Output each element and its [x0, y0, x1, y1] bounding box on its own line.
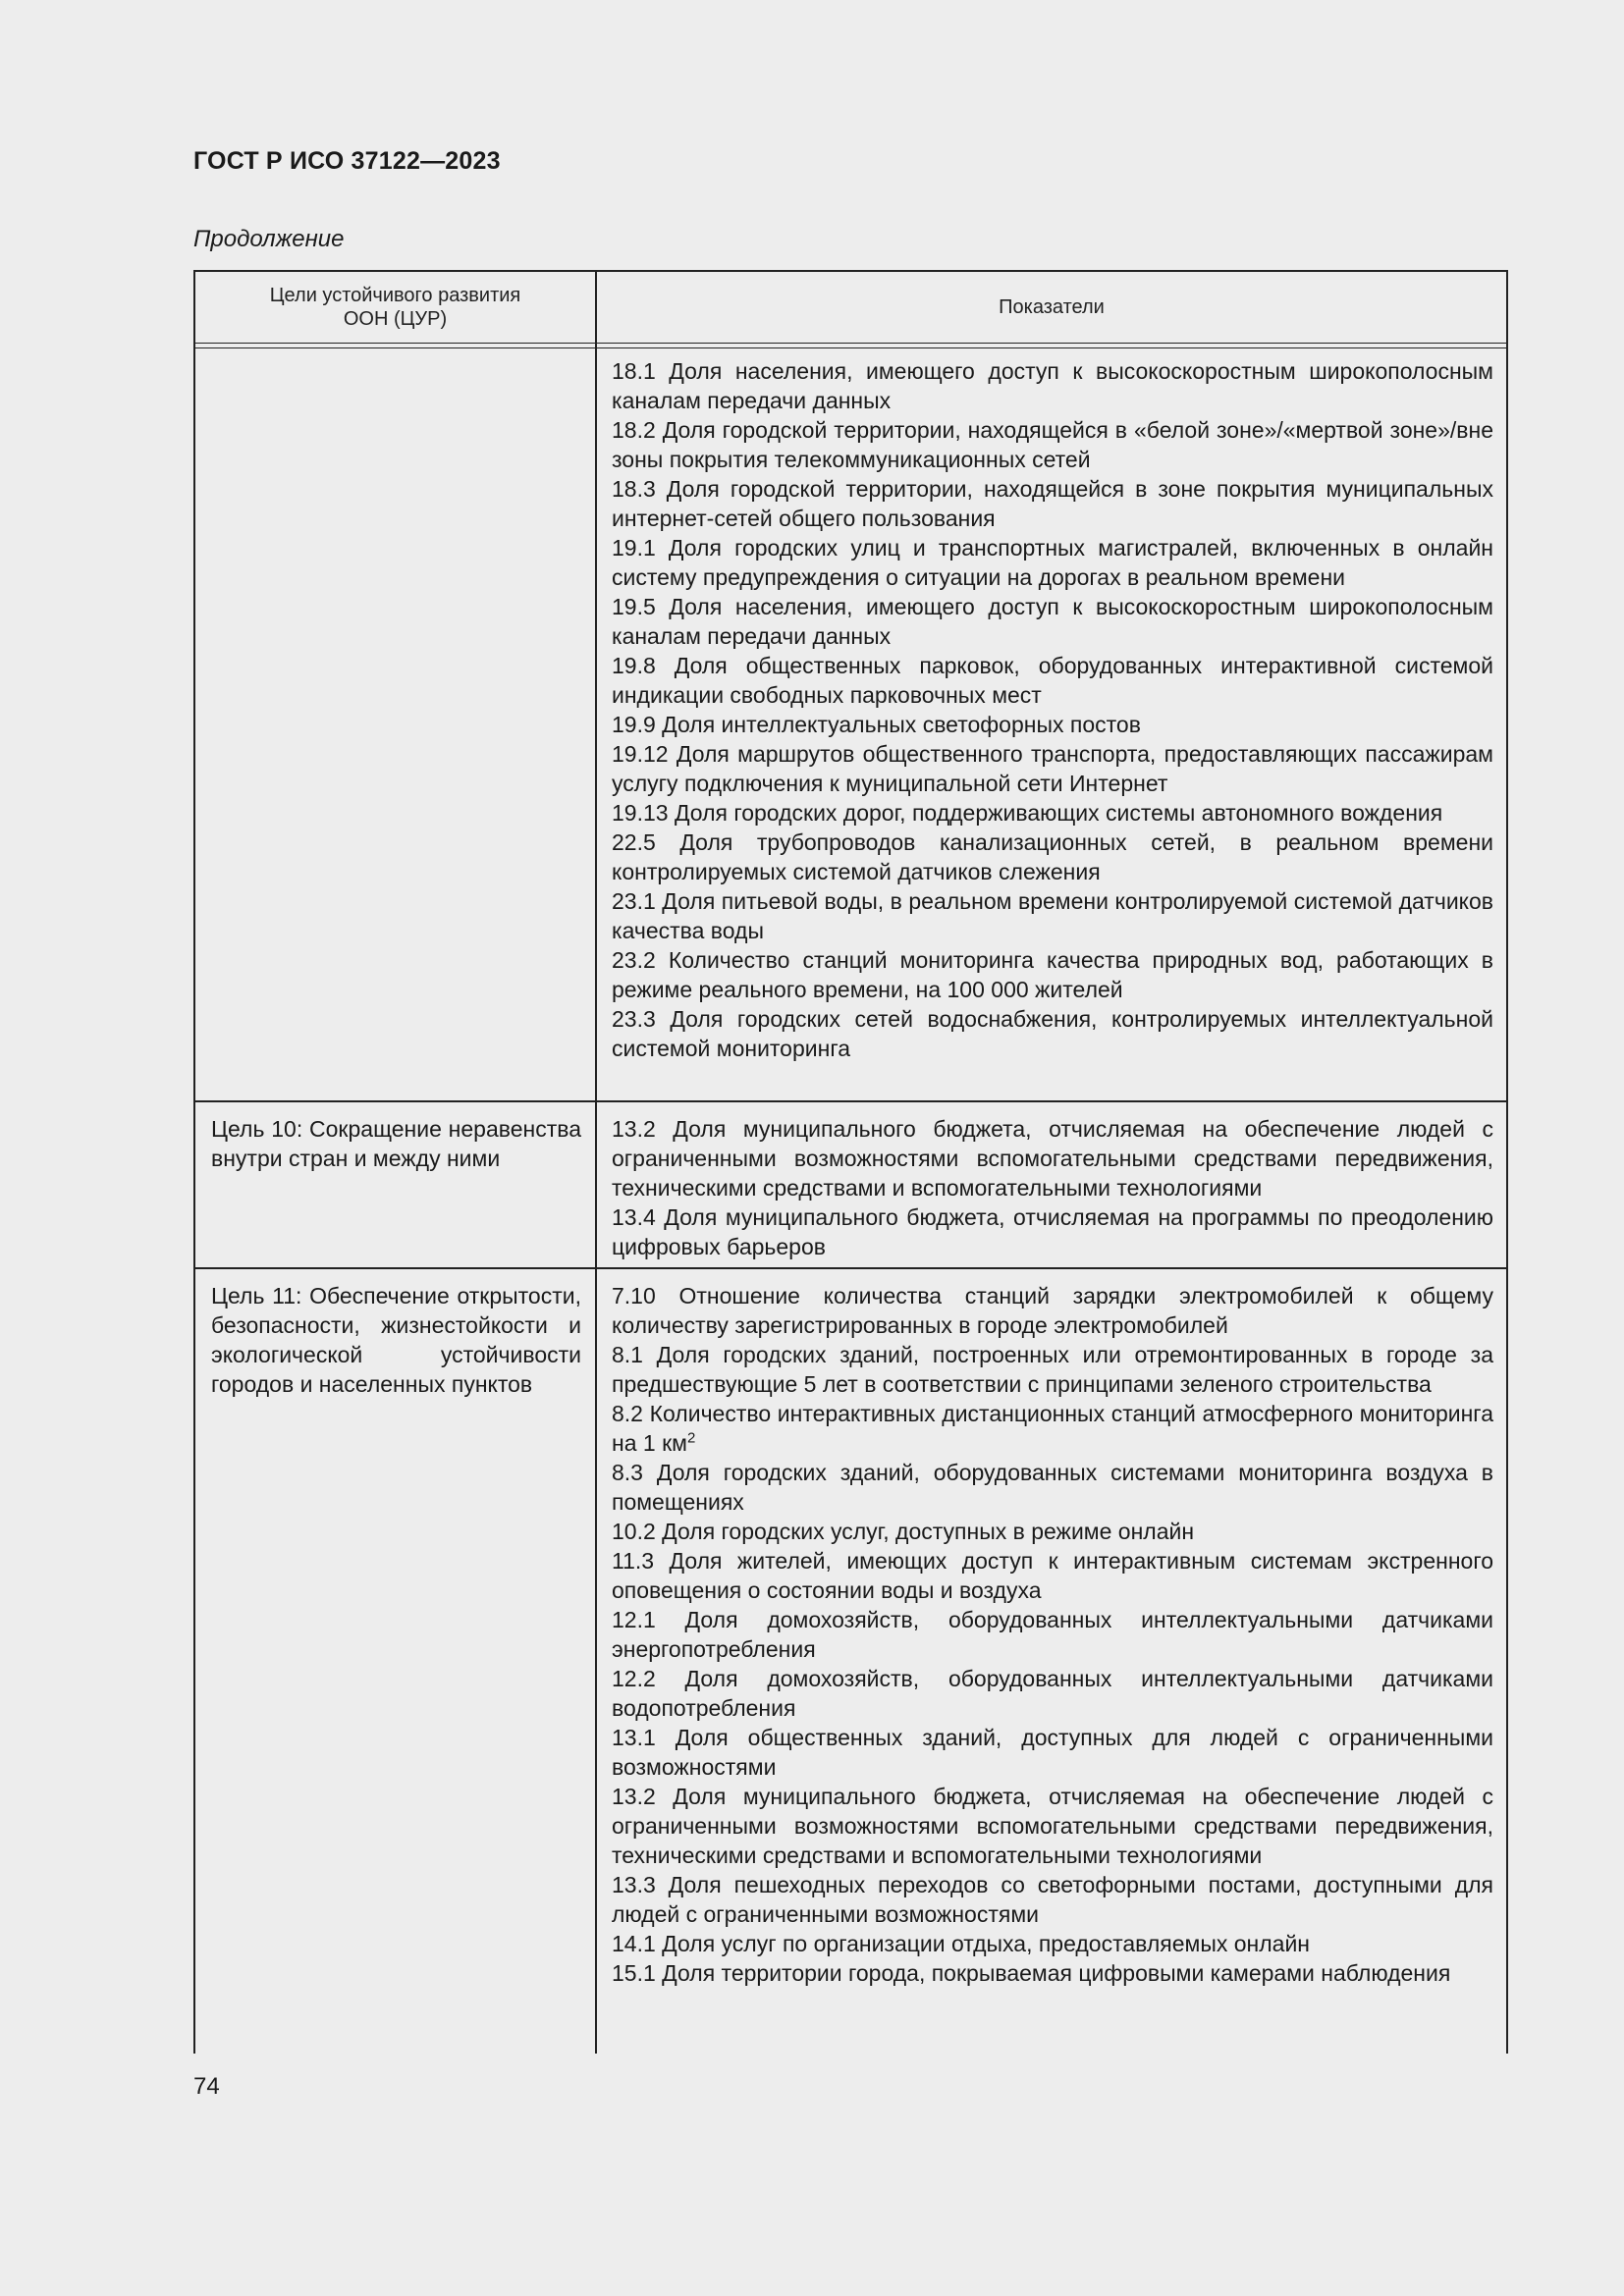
indicator-item: 10.2 Доля городских услуг, доступных в режиме онлайн [612, 1519, 1195, 1544]
document-header: ГОСТ Р ИСО 37122—2023 [193, 147, 501, 175]
indicator-item: 19.13 Доля городских дорог, поддерживающих системы автономного вождения [612, 800, 1443, 826]
indicator-item: 19.12 Доля маршрутов общественного транспорта, предоставляющих пассажирам услугу подключения к муниципальной сети Интернет [612, 741, 1493, 796]
row-2-indicators [612, 1114, 1493, 1261]
indicator-item [612, 1399, 1493, 1458]
header-separator [195, 343, 1506, 348]
indicator-item: 19.8 Доля общественных парковок, оборудованных интерактивной системой индикации свободных парковочных мест [612, 653, 1493, 708]
row-separator [195, 1267, 1506, 1269]
indicator-item: 13.2 Доля муниципального бюджета, отчисляемая на обеспечение людей с ограниченными возможностями вспомогательными средствами передвижения, техническими средствами и вспомогательными технологиями [612, 1784, 1493, 1868]
indicator-item: 23.2 Количество станций мониторинга качества природных вод, работающих в режиме реального времени, на 100 000 жителей [612, 947, 1493, 1002]
column-header-goals: Цели устойчивого развития ООН (ЦУР) [269, 285, 521, 330]
indicator-item: 13.4 Доля муниципального бюджета, отчисляемая на программы по преодолению цифровых барьеров [612, 1204, 1493, 1259]
indicator-item: 12.1 Доля домохозяйств, оборудованных интеллектуальными датчиками энергопотребления [612, 1607, 1493, 1662]
row-1-indicators [612, 356, 1493, 1063]
indicator-text: 8.2 Количество интерактивных дистанционных станций атмосферного мониторинга на 1 км [612, 1401, 1493, 1456]
indicator-item: 8.1 Доля городских зданий, построенных или отремонтированных в городе за предшествующие 5 лет в соответствии с принципами зеленого строительства [612, 1342, 1493, 1397]
column-header-indicators: Показатели [999, 296, 1105, 318]
column-divider [595, 272, 597, 2054]
indicator-item: 19.9 Доля интеллектуальных светофорных постов [612, 712, 1141, 737]
row-3-indicators [612, 1281, 1493, 1988]
goal-10-label: Цель 10: Сокращение неравенства внутри стран и между ними [211, 1116, 581, 1171]
indicator-item: 19.1 Доля городских улиц и транспортных магистралей, включенных в онлайн систему предупреждения о ситуации на дорогах в реальном времени [612, 535, 1493, 590]
indicator-item: 13.2 Доля муниципального бюджета, отчисляемая на обеспечение людей с ограниченными возможностями вспомогательными средствами передвижения, техническими средствами и вспомогательными технологиями [612, 1116, 1493, 1201]
continuation-label: Продолжение [193, 226, 345, 252]
page-number: 74 [193, 2073, 220, 2100]
goal-11-label: Цель 11: Обеспечение открытости, безопасности, жизнестойкости и экологической устойчивости городов и населенных пунктов [211, 1283, 581, 1397]
indicator-item: 23.1 Доля питьевой воды, в реальном времени контролируемой системой датчиков качества воды [612, 888, 1493, 943]
indicator-item: 23.3 Доля городских сетей водоснабжения, контролируемых интеллектуальной системой мониторинга [612, 1006, 1493, 1061]
indicator-item: 22.5 Доля трубопроводов канализационных сетей, в реальном времени контролируемых системой датчиков слежения [612, 829, 1493, 884]
indicator-item: 13.1 Доля общественных зданий, доступных для людей с ограниченными возможностями [612, 1725, 1493, 1780]
indicator-item: 11.3 Доля жителей, имеющих доступ к интерактивным системам экстренного оповещения о состоянии воды и воздуха [612, 1548, 1493, 1603]
indicator-item: 15.1 Доля территории города, покрываемая цифровыми камерами наблюдения [612, 1960, 1451, 1986]
indicator-item: 19.5 Доля населения, имеющего доступ к высокоскоростным широкополосным каналам передачи данных [612, 594, 1493, 649]
row-separator [195, 1100, 1506, 1102]
indicator-item: 18.3 Доля городской территории, находящейся в зоне покрытия муниципальных интернет-сетей общего пользования [612, 476, 1493, 531]
indicator-item: 18.1 Доля населения, имеющего доступ к высокоскоростным широкополосным каналам передачи данных [612, 358, 1493, 413]
indicator-item: 14.1 Доля услуг по организации отдыха, предоставляемых онлайн [612, 1931, 1311, 1956]
indicator-item: 8.3 Доля городских зданий, оборудованных системами мониторинга воздуха в помещениях [612, 1460, 1493, 1515]
indicator-item: 13.3 Доля пешеходных переходов со светофорными постами, доступными для людей с ограниченными возможностями [612, 1872, 1493, 1927]
indicator-item: 7.10 Отношение количества станций зарядки электромобилей к общему количеству зарегистрированных в городе электромобилей [612, 1283, 1493, 1338]
indicators-table [193, 270, 1508, 2054]
indicator-item: 12.2 Доля домохозяйств, оборудованных интеллектуальными датчиками водопотребления [612, 1666, 1493, 1721]
superscript: 2 [686, 1429, 696, 1447]
indicator-item: 18.2 Доля городской территории, находящейся в «белой зоне»/«мертвой зоне»/вне зоны покрытия телекоммуникационных сетей [612, 417, 1493, 472]
